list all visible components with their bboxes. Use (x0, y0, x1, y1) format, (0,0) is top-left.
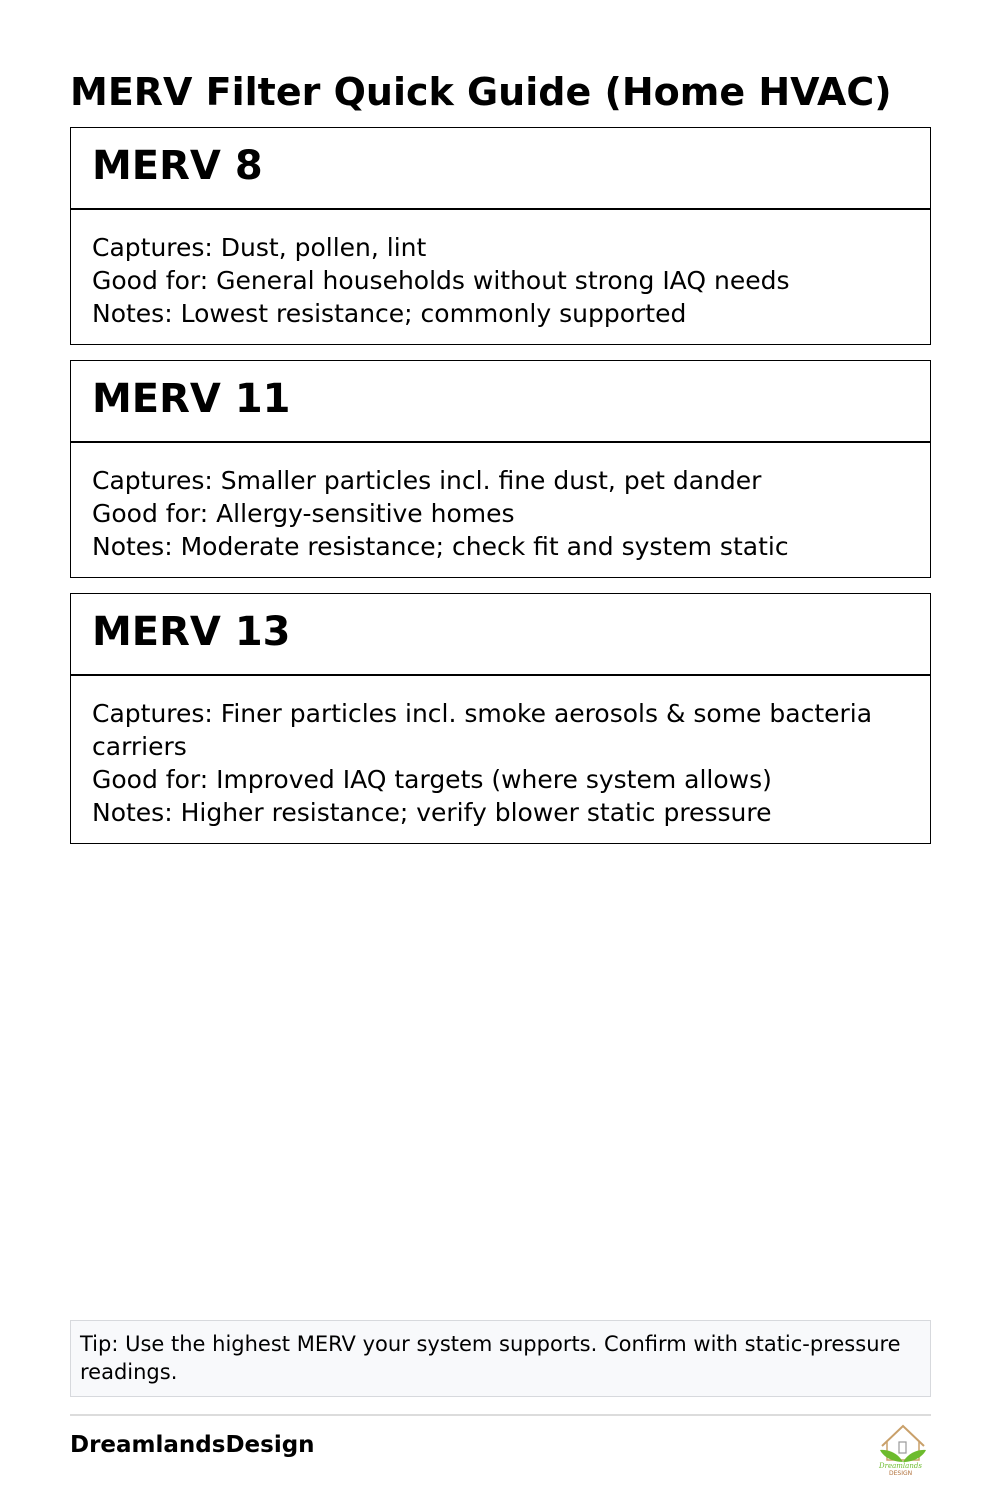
footer-divider (70, 1414, 931, 1416)
card-body (71, 210, 930, 344)
merv-card (70, 593, 931, 844)
card-header (71, 128, 930, 210)
captures-text: Captures: Dust, pollen, lint (92, 233, 427, 262)
card-title: MERV 8 (92, 143, 263, 189)
good-for-text: Good for: General households without strong IAQ needs (92, 266, 790, 295)
card-header (71, 361, 930, 443)
captures-text: Captures: Smaller particles incl. fine dust, pet dander (92, 466, 762, 495)
good-for-text: Good for: Allergy-sensitive homes (92, 499, 515, 528)
merv-card (70, 127, 931, 345)
tip-text: Tip: Use the highest MERV your system supports. Confirm with static-pressure readings. (80, 1332, 901, 1384)
page-title: MERV Filter Quick Guide (Home HVAC) (70, 70, 892, 114)
notes-text: Notes: Moderate resistance; check fit and system static (92, 532, 789, 561)
card-body (71, 676, 930, 843)
captures-text: Captures: Finer particles incl. smoke aerosols & some bacteria carriers (92, 699, 873, 761)
house-leaf-logo-icon (876, 1422, 930, 1478)
card-title: MERV 11 (92, 376, 291, 422)
merv-card (70, 360, 931, 578)
tip-box (70, 1320, 931, 1397)
card-body (71, 443, 930, 577)
notes-text: Notes: Lowest resistance; commonly supported (92, 299, 687, 328)
good-for-text: Good for: Improved IAQ targets (where system allows) (92, 765, 772, 794)
card-header (71, 594, 930, 676)
brand-name: DreamlandsDesign (70, 1432, 315, 1458)
notes-text: Notes: Higher resistance; verify blower static pressure (92, 798, 772, 827)
merv-card-list (70, 127, 931, 859)
svg-text:DESIGN: DESIGN (889, 1470, 913, 1477)
card-title: MERV 13 (92, 609, 291, 655)
svg-text:Dreamlands: Dreamlands (879, 1462, 922, 1470)
